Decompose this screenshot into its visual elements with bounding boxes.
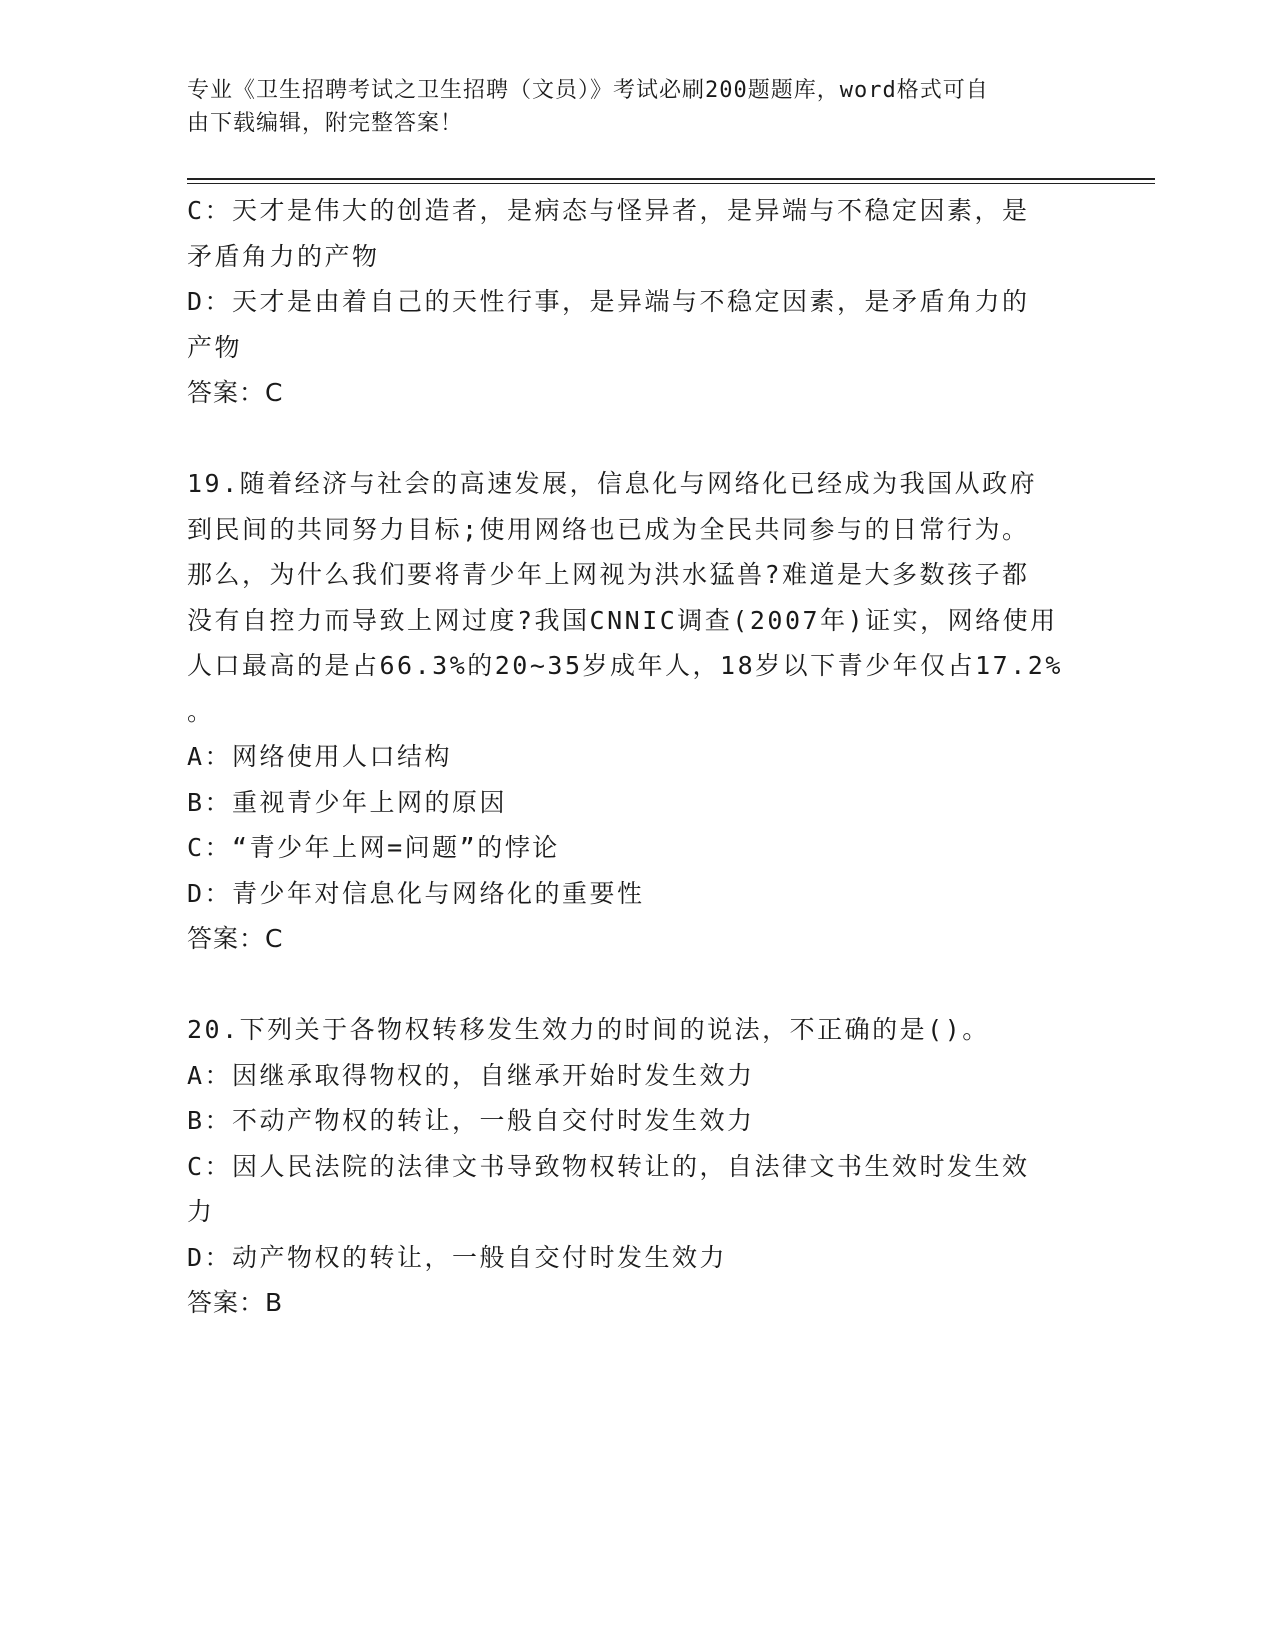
header-line-1: 专业《卫生招聘考试之卫生招聘（文员）》考试必刷200题题库，word格式可自 <box>187 78 989 103</box>
question-19 <box>187 461 1087 962</box>
q18-option-d-line-1: D：天才是由着自己的天性行事，是异端与不稳定因素，是矛盾角力的 <box>187 287 1030 316</box>
q18-answer: 答案：C <box>187 378 284 407</box>
question-18-tail <box>187 188 1087 416</box>
q19-stem-line-6: 。 <box>187 696 215 726</box>
question-20 <box>187 1007 1087 1326</box>
q20-option-c-line-2: 力 <box>187 1197 215 1226</box>
header-line-2: 由下载编辑，附完整答案！ <box>187 111 464 136</box>
q19-option-b: B：重视青少年上网的原因 <box>187 787 508 817</box>
q19-stem-line-3: 那么，为什么我们要将青少年上网视为洪水猛兽?难道是大多数孩子都 <box>187 560 1030 589</box>
q19-stem-line-2: 到民间的共同努力目标;使用网络也已成为全民共同参与的日常行为。 <box>187 514 1030 544</box>
q19-stem-line-4: 没有自控力而导致上网过度?我国CNNIC调查(2007年)证实，网络使用 <box>187 605 1058 635</box>
page-header <box>187 74 1067 140</box>
q19-option-c: C：“青少年上网=问题”的悖论 <box>187 833 560 862</box>
header-divider <box>187 178 1155 184</box>
q20-stem: 20.下列关于各物权转移发生效力的时间的说法，不正确的是()。 <box>187 1015 990 1044</box>
q19-stem-line-5: 人口最高的是占66.3%的20~35岁成年人，18岁以下青少年仅占17.2% <box>187 651 1063 680</box>
spacer <box>187 962 1087 1008</box>
q20-answer: 答案：B <box>187 1288 284 1317</box>
document-body <box>187 188 1087 1326</box>
q20-option-b: B：不动产物权的转让，一般自交付时发生效力 <box>187 1106 755 1135</box>
q18-option-d-line-2: 产物 <box>187 332 243 362</box>
q18-option-c-line-2: 矛盾角力的产物 <box>187 241 380 271</box>
q19-option-a: A：网络使用人口结构 <box>187 742 453 771</box>
q19-option-d: D：青少年对信息化与网络化的重要性 <box>187 878 645 908</box>
spacer <box>187 416 1087 462</box>
q18-option-c-line-1: C：天才是伟大的创造者，是病态与怪异者，是异端与不稳定因素，是 <box>187 196 1030 225</box>
q19-answer: 答案：C <box>187 924 284 953</box>
q20-option-a: A：因继承取得物权的，自继承开始时发生效力 <box>187 1060 755 1090</box>
q19-stem-line-1: 19.随着经济与社会的高速发展，信息化与网络化已经成为我国从政府 <box>187 469 1038 498</box>
q20-option-d: D：动产物权的转让，一般自交付时发生效力 <box>187 1242 728 1272</box>
q20-option-c-line-1: C：因人民法院的法律文书导致物权转让的，自法律文书生效时发生效 <box>187 1151 1030 1181</box>
